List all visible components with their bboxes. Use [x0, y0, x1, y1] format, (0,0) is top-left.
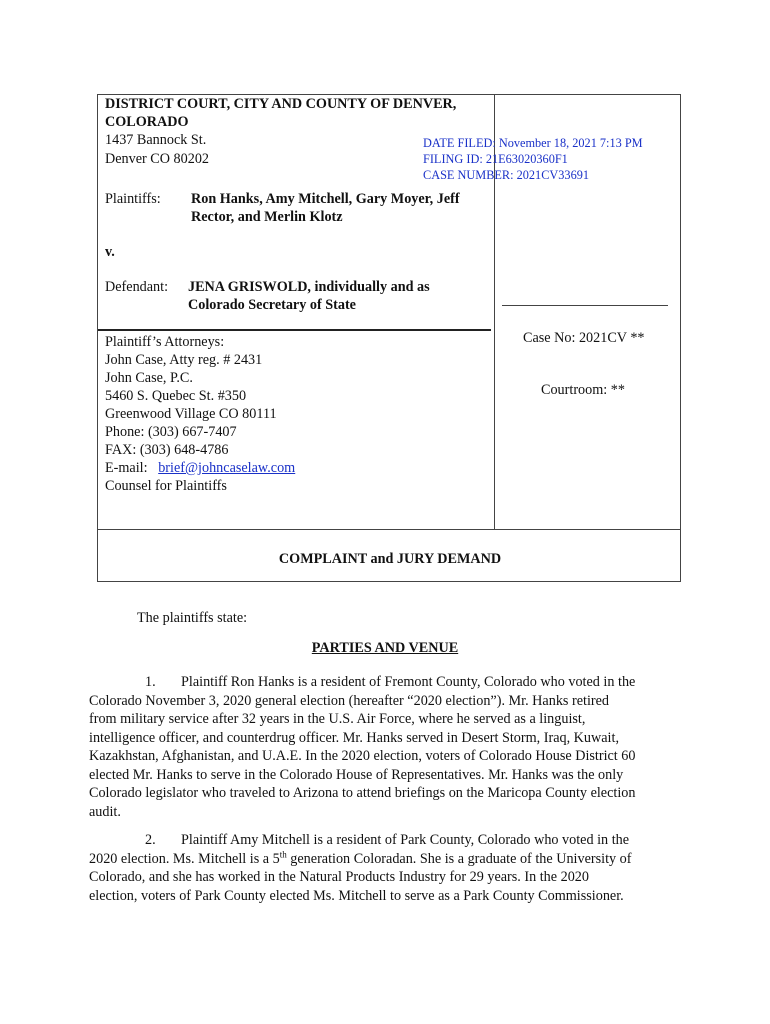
versus: v.	[105, 244, 115, 260]
para2-text: generation Coloradan. She is a graduate of the University of	[286, 850, 632, 867]
attorney-fax: FAX: (303) 648-4786	[105, 442, 229, 458]
defendant-label: Defendant:	[105, 279, 169, 295]
paragraph-1	[89, 673, 681, 821]
para2-number: 2.	[145, 832, 156, 848]
email-label: E-mail:	[105, 460, 148, 476]
filing-stamp	[423, 135, 643, 183]
stamp-date-filed: DATE FILED: November 18, 2021 7:13 PM	[423, 136, 643, 150]
para1-line: Colorado November 3, 2020 general election (hereafter “2020 election”). Mr. Hanks retired	[89, 692, 610, 709]
para1-line: audit.	[89, 803, 121, 820]
caption-rule-left	[98, 329, 491, 331]
para2-line	[89, 850, 681, 869]
intro-statement: The plaintiffs state:	[137, 610, 248, 626]
court-name-line2: COLORADO	[105, 114, 189, 130]
attorneys-heading: Plaintiff’s Attorneys:	[105, 334, 225, 350]
caption-rule-right	[502, 305, 668, 306]
plaintiffs-label: Plaintiffs:	[105, 191, 161, 207]
para2-line: election, voters of Park County elected Ms. Mitchell to serve as a Park County Commissioner.	[89, 887, 624, 904]
para1-line: elected Mr. Hanks to serve in the Colorado House of Representatives. Mr. Hanks was the only	[89, 766, 624, 783]
court-address-street: 1437 Bannock St.	[105, 132, 207, 148]
stamp-filing-id: FILING ID: 21E63020360F1	[423, 152, 568, 166]
defendant-name-line2: Colorado Secretary of State	[188, 297, 356, 313]
case-number-field: Case No: 2021CV **	[523, 330, 645, 346]
para2-line: Colorado, and she has worked in the Natural Products Industry for 29 years. In the 2020	[89, 869, 589, 885]
case-caption-box	[97, 94, 681, 582]
para1-number: 1.	[145, 674, 156, 690]
stamp-case-number: CASE NUMBER: 2021CV33691	[423, 168, 590, 182]
para1-line: intelligence officer, and counterdrug officer. Mr. Hanks served in Desert Storm, Iraq, Kuwait,	[89, 729, 619, 746]
document-title: COMPLAINT and JURY DEMAND	[278, 551, 502, 567]
para2-text: 2020 election. Ms. Mitchell is a 5	[89, 850, 280, 867]
para1-text: Plaintiff Ron Hanks is a resident of Fremont County, Colorado who voted in the	[181, 674, 636, 690]
attorney-street: 5460 S. Quebec St. #350	[105, 388, 247, 404]
court-name-line1: DISTRICT COURT, CITY AND COUNTY OF DENVER,	[105, 96, 457, 112]
para2-text: Plaintiff Amy Mitchell is a resident of Park County, Colorado who voted in the	[181, 832, 630, 848]
para1-line: from military service after 32 years in the U.S. Air Force, where he served as a linguist,	[89, 711, 586, 727]
attorney-block	[105, 333, 295, 495]
plaintiffs-names-line2: Rector, and Merlin Klotz	[191, 209, 343, 225]
plaintiffs-names-line1: Ron Hanks, Amy Mitchell, Gary Moyer, Jeff	[191, 191, 460, 207]
court-address-city: Denver CO 80202	[105, 151, 210, 167]
attorney-phone: Phone: (303) 667-7407	[105, 424, 237, 440]
para1-line	[89, 673, 681, 692]
attorney-name: John Case, Atty reg. # 2431	[105, 352, 263, 368]
para2-line	[89, 831, 681, 850]
attorney-firm: John Case, P.C.	[105, 370, 193, 386]
caption-divider-horizontal	[98, 529, 680, 530]
defendant-name-line1: JENA GRISWOLD, individually and as	[188, 279, 430, 295]
section-heading: PARTIES AND VENUE	[311, 640, 459, 656]
superscript: th	[279, 848, 287, 859]
counsel-label: Counsel for Plaintiffs	[105, 478, 227, 494]
para1-line: Kazakhstan, Afghanistan, and U.A.E. In the 2020 election, voters of Colorado House District 60	[89, 748, 636, 764]
attorney-email-row	[105, 459, 295, 477]
attorney-city: Greenwood Village CO 80111	[105, 406, 277, 422]
para1-line: Colorado legislator who traveled to Arizona to attend briefings on the Maricopa County election	[89, 785, 636, 801]
email-link[interactable]: brief@johncaselaw.com	[158, 460, 296, 476]
courtroom-field: Courtroom: **	[541, 382, 625, 398]
paragraph-2	[89, 831, 681, 905]
